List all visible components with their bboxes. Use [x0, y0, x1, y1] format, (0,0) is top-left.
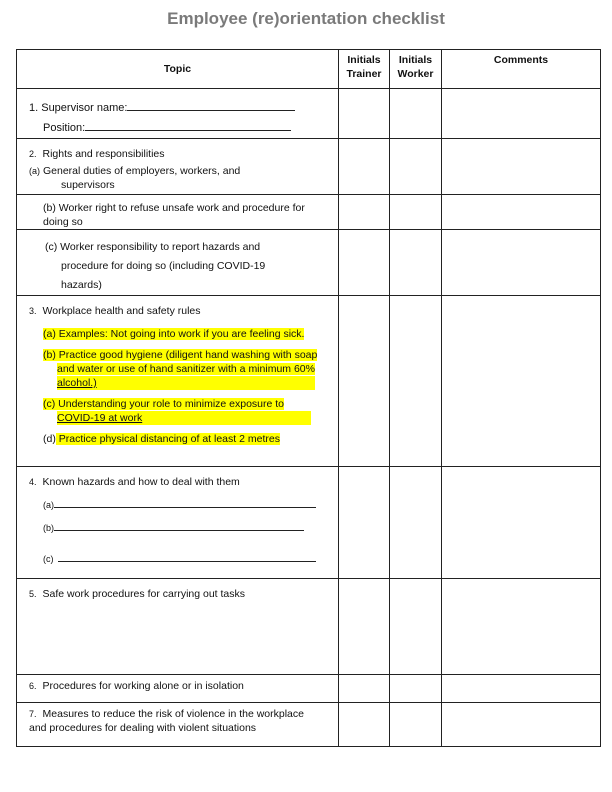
topic-title: Rights and responsibilities — [42, 148, 165, 160]
topic-line: hazards) — [61, 279, 102, 291]
header-comments: Comments — [442, 50, 601, 89]
topic-title: Measures to reduce the risk of violence in the workplace — [42, 708, 304, 720]
comments-cell[interactable] — [442, 195, 601, 230]
position-blank[interactable] — [85, 120, 291, 131]
topic-title: Workplace health and safety rules — [42, 305, 201, 317]
trainer-initials-cell[interactable] — [339, 230, 390, 296]
comments-cell[interactable] — [442, 675, 601, 703]
topic-line: doing so — [43, 216, 83, 228]
table-row — [17, 703, 601, 747]
trainer-initials-cell[interactable] — [339, 195, 390, 230]
page-title: Employee (re)orientation checklist — [167, 9, 445, 28]
worker-initials-cell[interactable] — [390, 579, 442, 675]
header-initials-worker — [390, 50, 442, 89]
subitem-label: (a) — [43, 500, 54, 510]
comments-cell[interactable] — [442, 139, 601, 195]
subitem-a — [29, 164, 334, 178]
topic-cell — [17, 296, 339, 467]
topic-heading — [29, 679, 334, 693]
subitem-label: (c) — [43, 554, 54, 564]
worker-initials-cell[interactable] — [390, 89, 442, 139]
trainer-initials-cell[interactable] — [339, 139, 390, 195]
checklist-table — [16, 49, 601, 747]
worker-initials-cell[interactable] — [390, 195, 442, 230]
topic-cell — [17, 703, 339, 747]
supervisor-label: 1. Supervisor name: — [29, 102, 128, 114]
topic-cell — [17, 230, 339, 296]
subitem-label: (d) — [43, 433, 56, 445]
topic-line: (b) Worker right to refuse unsafe work and procedure for — [43, 202, 305, 214]
item-number: 3. — [29, 306, 37, 316]
comments-cell[interactable] — [442, 230, 601, 296]
topic-cell — [17, 675, 339, 703]
item-number: 2. — [29, 149, 37, 159]
position-label: Position: — [43, 122, 86, 134]
header-topic: Topic — [17, 50, 339, 89]
table-row — [17, 579, 601, 675]
topic-cell — [17, 89, 339, 139]
topic-cell — [17, 467, 339, 579]
hazard-line-a — [29, 497, 334, 512]
trainer-initials-cell[interactable] — [339, 467, 390, 579]
item-number: 7. — [29, 709, 37, 719]
header-row — [17, 50, 601, 89]
topic-heading — [29, 587, 334, 601]
topic-line: procedure for doing so (including COVID-19 — [61, 260, 266, 272]
worker-initials-cell[interactable] — [390, 296, 442, 467]
table-row — [17, 230, 601, 296]
topic-cell — [17, 139, 339, 195]
header-initials-trainer — [339, 50, 390, 89]
supervisor-blank[interactable] — [127, 100, 295, 111]
worker-initials-cell[interactable] — [390, 139, 442, 195]
highlighted-text: (a) Examples: Not going into work if you are feeling sick. — [43, 328, 305, 340]
header-trainer-line1: Initials — [347, 54, 381, 66]
header-trainer-line2: Trainer — [346, 68, 382, 80]
supervisor-line — [29, 98, 334, 118]
subitem-c — [29, 397, 334, 425]
hazard-line-c — [29, 551, 334, 566]
subitem-a — [29, 327, 334, 341]
item-number: 5. — [29, 589, 37, 599]
table-row — [17, 195, 601, 230]
item-number: 6. — [29, 681, 37, 691]
worker-initials-cell[interactable] — [390, 703, 442, 747]
topic-heading — [29, 147, 334, 161]
highlighted-text: (c) Understanding your role to minimize exposure to — [43, 398, 285, 410]
hazard-blank-c[interactable] — [58, 551, 316, 562]
topic-title: Procedures for working alone or in isolation — [42, 680, 244, 692]
subitem-d — [29, 432, 334, 446]
position-line — [29, 118, 334, 138]
topic-title: Safe work procedures for carrying out tasks — [42, 588, 246, 600]
subitem-label: (a) — [29, 166, 40, 176]
subitem-label: (b) — [43, 523, 54, 533]
table-row — [17, 467, 601, 579]
item-number: 4. — [29, 477, 37, 487]
topic-cell — [17, 579, 339, 675]
header-worker-line1: Initials — [398, 54, 433, 66]
hazard-blank-b[interactable] — [54, 520, 304, 531]
topic-title: Known hazards and how to deal with them — [42, 476, 240, 488]
subitem-a-cont: supervisors — [61, 179, 115, 191]
topic-heading — [29, 475, 334, 489]
comments-cell[interactable] — [442, 296, 601, 467]
hazard-line-b — [29, 520, 334, 535]
highlighted-text: and water or use of hand sanitizer with a minimum 60% — [57, 363, 315, 375]
topic-line: (c) Worker responsibility to report hazards and — [45, 241, 261, 253]
topic-heading — [29, 304, 334, 318]
topic-title-cont: and procedures for dealing with violent situations — [29, 722, 257, 734]
worker-initials-cell[interactable] — [390, 467, 442, 579]
highlighted-text: Practice physical distancing of at least 2 metres — [55, 433, 280, 445]
subitem-b — [29, 348, 334, 390]
trainer-initials-cell[interactable] — [339, 89, 390, 139]
worker-initials-cell[interactable] — [390, 675, 442, 703]
subitem-text: General duties of employers, workers, and — [43, 165, 241, 177]
trainer-initials-cell[interactable] — [339, 703, 390, 747]
trainer-initials-cell[interactable] — [339, 579, 390, 675]
topic-cell — [17, 195, 339, 230]
highlighted-text: COVID-19 at work — [57, 411, 311, 425]
comments-cell[interactable] — [442, 89, 601, 139]
hazard-blank-a[interactable] — [54, 497, 316, 508]
table-row — [17, 89, 601, 139]
worker-initials-cell[interactable] — [390, 230, 442, 296]
comments-cell[interactable] — [442, 579, 601, 675]
table-row — [17, 675, 601, 703]
comments-cell[interactable] — [442, 467, 601, 579]
highlighted-text: alcohol.) — [57, 376, 315, 390]
table-row — [17, 139, 601, 195]
header-worker-line2: Worker — [397, 68, 434, 80]
topic-heading — [29, 707, 334, 721]
highlighted-text: (b) Practice good hygiene (diligent hand washing with soap — [43, 349, 318, 361]
trainer-initials-cell[interactable] — [339, 296, 390, 467]
table-row — [17, 296, 601, 467]
comments-cell[interactable] — [442, 703, 601, 747]
trainer-initials-cell[interactable] — [339, 675, 390, 703]
